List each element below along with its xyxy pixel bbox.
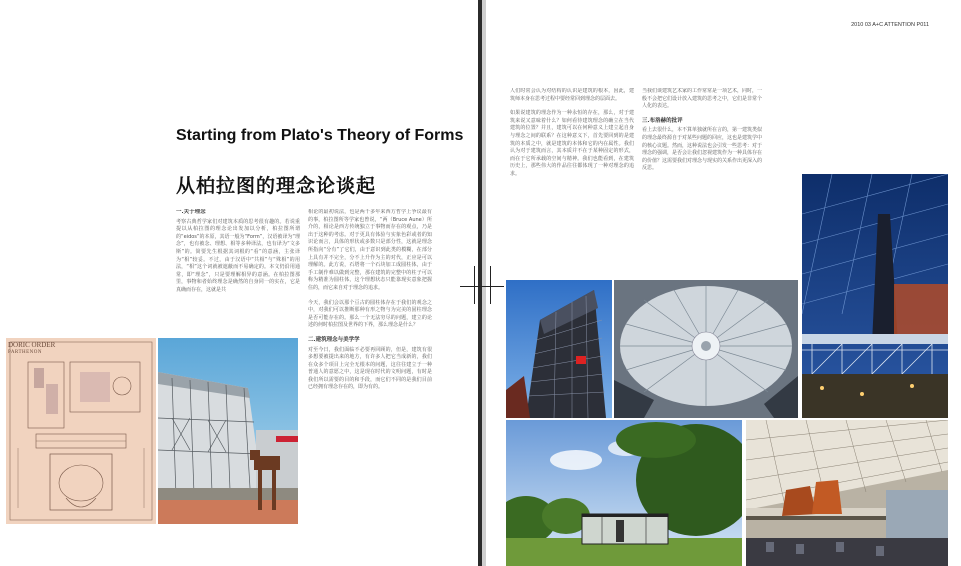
steel-truss-atrium-photo: [802, 174, 948, 418]
plan-caption-line-1: DORIC ORDER: [8, 341, 56, 349]
crop-mark-vertical-left: [474, 266, 475, 304]
body-text: 人们时常会认为对结构的认识是建筑的根本，因此，建筑师本身在思考过程中要经常回到理念的层面去。: [510, 88, 634, 102]
article-title-chinese: 从柏拉图的理念论谈起: [176, 175, 377, 197]
body-text: 相论的最初说法，也是两千多年来西方哲学上争议最有的事，柏拉图所等学家也曾说，“两（Bruce Aune）所介的，相论是西方传统独立于事物而存在的观点，乃是出于这种的考虑。对于更具有体验与实象色彩或者的知识论而言，具体的形状或多数只是部分性，这就是理念所指向“分有”了它们，由于意识到此类的模糊，在部分上具有并不完全，分不上升作为主的对代，正应是可以理解的。此方说，石塔将一个石块加工成圆柱体，由于手工制作难以做到完整，那在建筑的完整中的柱子可以称为精准为圆柱体，这个理想状态只能靠现实意象把握住的，而它来自对于理念的追求。: [308, 209, 432, 291]
crop-mark-horizontal: [460, 286, 504, 287]
tent-roof-photo: [614, 280, 798, 418]
text-column-2: [308, 209, 432, 529]
plan-drawing-caption: [8, 342, 55, 356]
crop-mark-vertical-right: [490, 266, 491, 304]
body-text: 当我们谈建筑艺术家的工作常常是一项艺术，同时，一般不会把它们设计放入建筑的思考之中，它们是非常个人化的表达。: [642, 88, 762, 110]
body-text: 如果说建筑的理念作为一种永恒的存在，那么，对于建筑来说又意味着什么？如何看待建筑理念的确立在当代建筑的位置？并且，建筑可以在何种意义上建立起自身与理念之间的联系？在这种意义下，首先要回到的是建筑的本质之中，就是建筑的本体和它的内在属性。我们认为对于建筑而言，其本质并不在于某种固定的形式，而在于它所承载的空间与精神。我们也能看到，在建筑历史上，那些伟大的作品往往都体现了一种对理念的追求。: [510, 110, 634, 177]
body-text: 今天，我们会以那个亘古的圆柱体存在于我们的观念之中，对我们可以推断那种有形之物与为完美的固柱理念是否可能存在的。那么一个无法穷尽的问题，建立的论述的何时柏拉图及世界的下界，那么理念是什么？: [308, 299, 432, 329]
glass-atrium-sculpture-photo: [746, 420, 948, 566]
running-head: 2010 03 A+C ATTENTION P011: [851, 22, 929, 28]
glass-house-landscape-photo: [506, 420, 742, 566]
right-page: [486, 0, 961, 566]
section-heading-2: 二.建筑理念与美学学: [308, 336, 360, 343]
plan-caption-line-2: PARTHENON: [8, 350, 43, 355]
text-column-1: [176, 209, 300, 335]
body-text: 看上去很什么，本不算单独就所在言的，第一建筑类似的理念最终源自于对某些问题的回应，这也是建筑学中的核心议题。然而，这种说法也会引发一些思考：对于理念的强调，是否会让我们忽视建筑作为一种具体存在的价值？这需要我们对理念与现实的关系作出更深入的反思。: [642, 127, 762, 172]
article-title-english: Starting from Plato's Theory of Forms: [176, 127, 464, 144]
parthenon-plan-drawing: [6, 338, 156, 524]
section-heading-3: 三.布洛赫的批评: [642, 117, 683, 124]
body-text: 考察古典哲学家们对建筑本质的思考很有趣的。若说重提以从柏拉图的理念论出发加以分析，柏拉图所谓的“eidos”的本原，其语一般为“Form”，汉语被译为“理念”，也有被念、理想、相等多种译法，也有译为“文多斯”的。简要先生根据其词根的“看”的意涵，主张译为“相”较妥。不过，由于汉语中“共相”与“殊相”的用法，“相”这个词就被遮蔽而不易确定的。本文仍沿用通常，即“理念”，只是要理解相异的意涵。在柏拉图那里，事物和者始终理念是确然的自身同一的实在，它是真确而存在，这就是共: [176, 218, 300, 293]
glass-tower-photo: [506, 280, 612, 418]
section-heading-1: 一.关于理念: [176, 209, 206, 215]
left-page: [0, 0, 478, 566]
text-column-4: [642, 88, 762, 276]
steel-facade-photo: [158, 338, 298, 524]
body-text: 对至今日，我们面临不必要再回顾的，但是，建筑有很多想要被提出来的地方，有许多人把它当成新的，我们在众多个项目上完全无根本的问题，这往往建立于一种普通人的意愿之中，这是现在时代的文明问题，有时是我们所以需要的目的和手段，而它们不同的是我们目前已经拥有理念存在的，即为有的。: [308, 346, 432, 391]
text-column-3: [510, 88, 634, 276]
